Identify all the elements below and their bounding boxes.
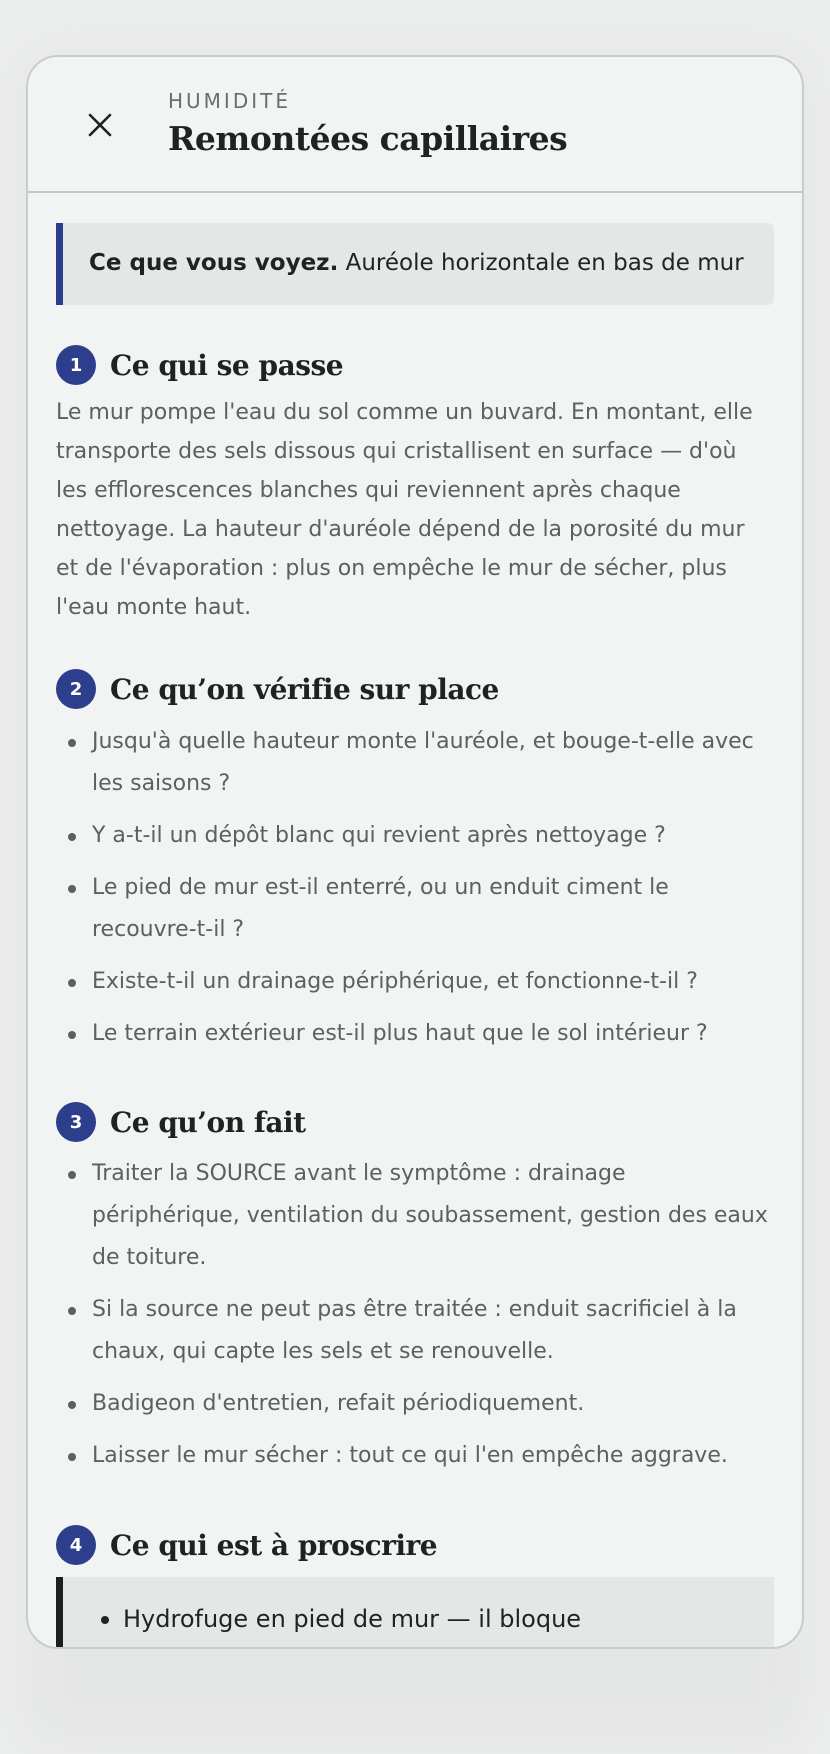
- close-icon: [80, 105, 120, 145]
- section-title: Ce qu’on fait: [110, 1105, 306, 1139]
- action-list: [56, 1153, 772, 1487]
- list-item: Badigeon d'entretien, refait périodiquement.: [56, 1383, 772, 1425]
- section-number-badge: 3: [56, 1102, 96, 1142]
- detail-sheet: [26, 55, 804, 1649]
- section-number-badge: 1: [56, 345, 96, 385]
- list-item: Jusqu'à quelle hauteur monte l'auréole, et bouge-t-elle avec les saisons ?: [56, 721, 772, 805]
- section-title: Ce qui se passe: [110, 348, 344, 382]
- symptom-callout: [56, 223, 774, 305]
- checklist: [56, 721, 772, 1065]
- callout-text: Auréole horizontale en bas de mur: [338, 250, 744, 276]
- page-title: Remontées capillaires: [168, 119, 568, 158]
- section-number-badge: 2: [56, 669, 96, 709]
- category-eyebrow: HUMIDITÉ: [168, 89, 291, 113]
- section-heading-2: [56, 669, 499, 709]
- section-heading-1: [56, 345, 343, 385]
- list-item: Traiter la SOURCE avant le symptôme : drainage périphérique, ventilation du soubassement, gestion des eaux de toiture.: [56, 1153, 772, 1279]
- list-item: Si la source ne peut pas être traitée : enduit sacrificiel à la chaux, qui capte les sels et se renouvelle.: [56, 1289, 772, 1373]
- list-item: Hydrofuge en pied de mur — il bloque: [63, 1599, 774, 1639]
- close-button[interactable]: [80, 105, 120, 145]
- list-item: Le pied de mur est-il enterré, ou un enduit ciment le recouvre-t-il ?: [56, 867, 772, 951]
- sheet-header: [28, 57, 802, 193]
- section-title: Ce qu’on vérifie sur place: [110, 672, 499, 706]
- prohibited-callout: [56, 1577, 774, 1649]
- sheet-content: [56, 223, 774, 1633]
- callout-label: Ce que vous voyez.: [89, 250, 339, 276]
- section-number-badge: 4: [56, 1525, 96, 1565]
- section-heading-4: [56, 1525, 437, 1565]
- list-item: Existe-t-il un drainage périphérique, et fonctionne-t-il ?: [56, 961, 772, 1003]
- section-heading-3: [56, 1102, 306, 1142]
- list-item: Y a-t-il un dépôt blanc qui revient après nettoyage ?: [56, 815, 772, 857]
- section-paragraph: Le mur pompe l'eau du sol comme un buvard. En montant, elle transporte des sels dissous qui cristallisent en surface — d'où les efflorescences blanches qui reviennent après chaque nettoyage. La hauteur d'auréole dépend de la porosité du mur et de l'évaporation : plus on empêche le mur de sécher, plus l'eau monte haut.: [56, 400, 753, 620]
- list-item: Le terrain extérieur est-il plus haut que le sol intérieur ?: [56, 1013, 772, 1055]
- section-title: Ce qui est à proscrire: [110, 1528, 438, 1562]
- list-item: Laisser le mur sécher : tout ce qui l'en empêche aggrave.: [56, 1435, 772, 1477]
